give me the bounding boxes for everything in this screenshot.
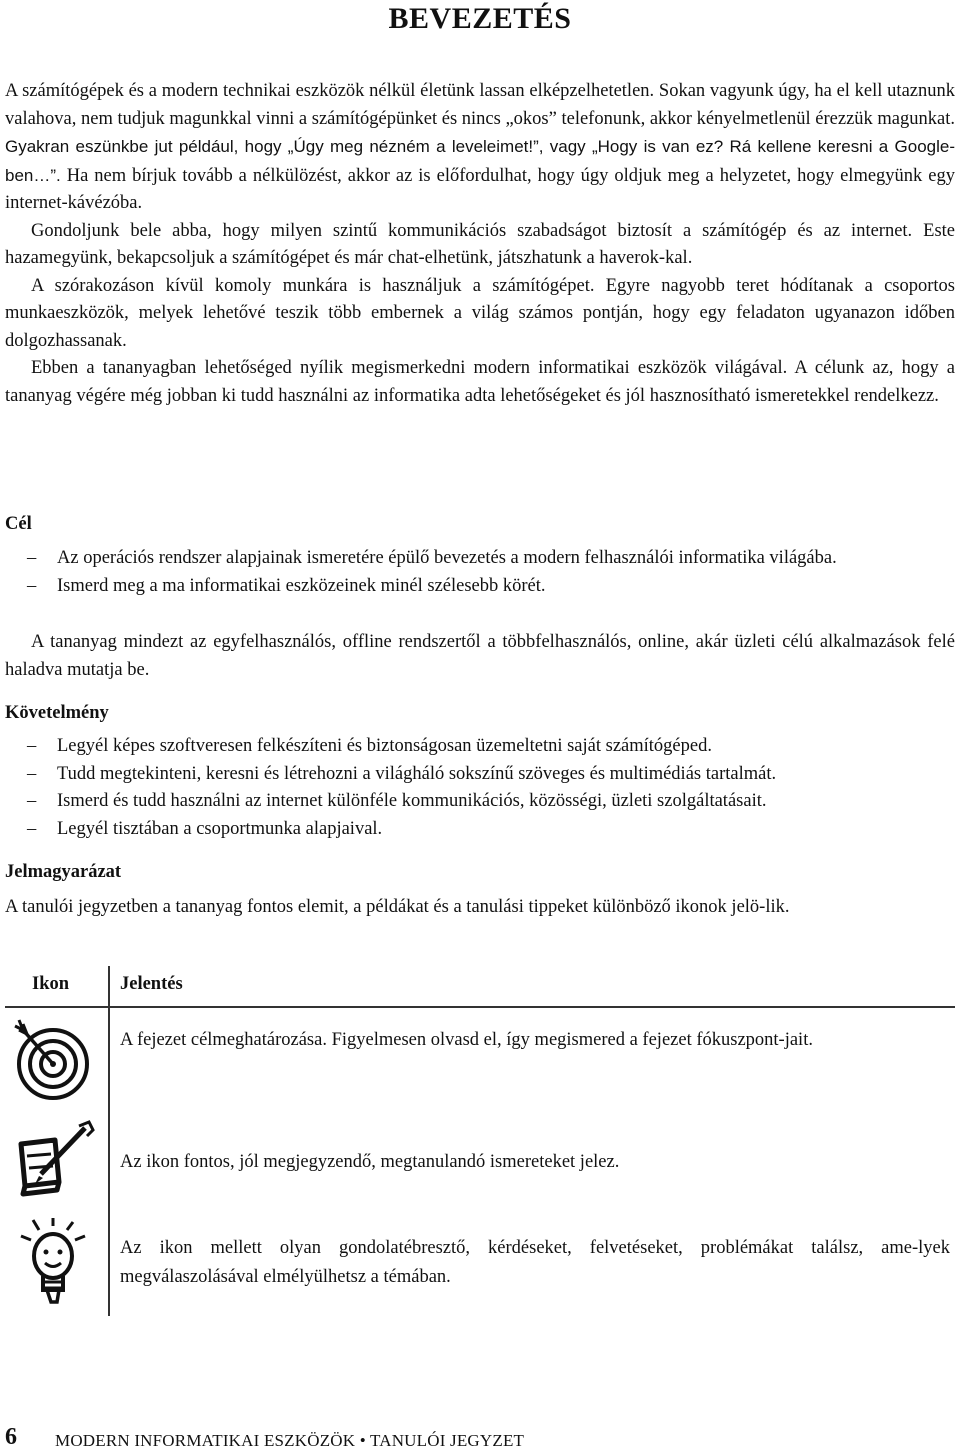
page-footer: [5, 1426, 955, 1451]
intro-p1-quote: Gyakran eszünkbe jut például, hogy „Úgy meg nézném a leveleimet!”, vagy „Hogy is van ez? Rá kellene keresni a Google-ben…”.: [5, 137, 955, 185]
column-header-icon: Ikon: [32, 974, 70, 994]
legend-meaning-1: A fejezet célmeghatározása. Figyelmesen olvasd el, így megismered a fejezet fókuszpont-jait.: [120, 1030, 813, 1050]
cel-heading: Cél: [5, 514, 32, 534]
list-item: – Ismerd meg a ma informatikai eszközeinek minél szélesebb körét.: [5, 573, 955, 601]
jelmagyarazat-heading: Jelmagyarázat: [5, 862, 122, 882]
cel-list: [5, 545, 955, 600]
pen-notepad-icon: [11, 1116, 101, 1206]
cel-after-block: [5, 629, 955, 684]
list-item: – Ismerd és tudd használni az internet különféle kommunikációs, közösségi, üzleti szolgáltatásait.: [5, 788, 955, 816]
lightbulb-idea-icon: [11, 1218, 101, 1308]
intro-p1-text-b: Ha nem bírjuk tovább a nélkülözést, akkor az is előfordulhat, hogy úgy oldjuk meg a helyzetet, hogy elmegyünk egy internet-kávézóba.: [5, 165, 955, 213]
intro-paragraph-2: Gondoljunk bele abba, hogy milyen szintű kommunikációs szabadságot biztosít a számítógép és az internet. Este hazamegyünk, bekapcsoljuk a számítógépet és már chat-elhetünk, játszhatunk a haverok-kal.: [5, 220, 955, 268]
kovetelmeny-list: [5, 733, 955, 843]
intro-paragraph-4: Ebben a tananyagban lehetőséged nyílik megismerkedni modern informatikai eszközök világával. A célunk az, hogy a tananyag végére még jobban ki tudd használni az informatika adta lehetőségeket és jól hasznosítható ismeretekkel rendelkezz.: [5, 358, 955, 406]
intro-section: [5, 78, 955, 410]
jelmagyarazat-paragraph: A tanulói jegyzetben a tananyag fontos elemit, a példákat és a tanulási tippeket különböző ikonok jelö-lik.: [5, 897, 790, 917]
running-title: MODERN INFORMATIKAI ESZKÖZÖK • TANULÓI JEGYZET: [55, 1431, 525, 1450]
cel-after-paragraph: A tananyag mindezt az egyfelhasználós, offline rendszertől a többfelhasználós, online, akár üzleti célú alkalmazások felé haladva mutatja be.: [5, 632, 955, 680]
intro-p1-text-a: A számítógépek és a modern technikai eszközök nélkül életünk lassan elképzelhetetlen. Sokan vagyunk úgy, ha el kell utaznunk valahova, nem tudjuk magunkkal vinni a számítógépünket és nincs „okos” telefonunk, akkor kényelmetlenül érezzük magunkat.: [5, 81, 955, 129]
list-item: – Az operációs rendszer alapjainak ismeretére épülő bevezetés a modern felhasználói informatika világába.: [5, 545, 955, 573]
table-divider-horizontal: [5, 1006, 955, 1008]
intro-paragraph-3: A szórakozáson kívül komoly munkára is használjuk a számítógépet. Egyre nagyobb teret hódítanak a csoportos munkaeszközök, melyek lehetővé teszik több embernek a világ számos pontján, hogy egy feladaton ugyanazon időben dolgozhassanak.: [5, 275, 955, 351]
legend-meaning-2: Az ikon fontos, jól megjegyzendő, megtanulandó ismereteket jelez.: [120, 1152, 620, 1172]
kovetelmeny-heading: Követelmény: [5, 703, 109, 723]
target-arrow-icon: [11, 1014, 101, 1104]
list-item: – Legyél tisztában a csoportmunka alapjaival.: [5, 816, 955, 844]
table-divider-vertical: [108, 966, 110, 1316]
page-title: BEVEZETÉS: [388, 2, 572, 35]
list-item: – Tudd megtekinteni, keresni és létrehozni a világháló sokszínű szöveges és multimédiás tartalmát.: [5, 761, 955, 789]
jelmagyarazat-text-block: [5, 894, 955, 922]
column-header-meaning: Jelentés: [120, 974, 183, 994]
intro-paragraph-1: [5, 78, 955, 218]
page-number: 6: [5, 1424, 17, 1450]
list-item: – Legyél képes szoftveresen felkészíteni és biztonságosan üzemeltetni saját számítógéped.: [5, 733, 955, 761]
icon-legend-table: [5, 966, 955, 1316]
legend-meaning-3: Az ikon mellett olyan gondolatébresztő, kérdéseket, felvetéseket, problémákat találsz, ame-lyek megválaszolásával elmélyülhetsz a témában.: [120, 1238, 950, 1287]
